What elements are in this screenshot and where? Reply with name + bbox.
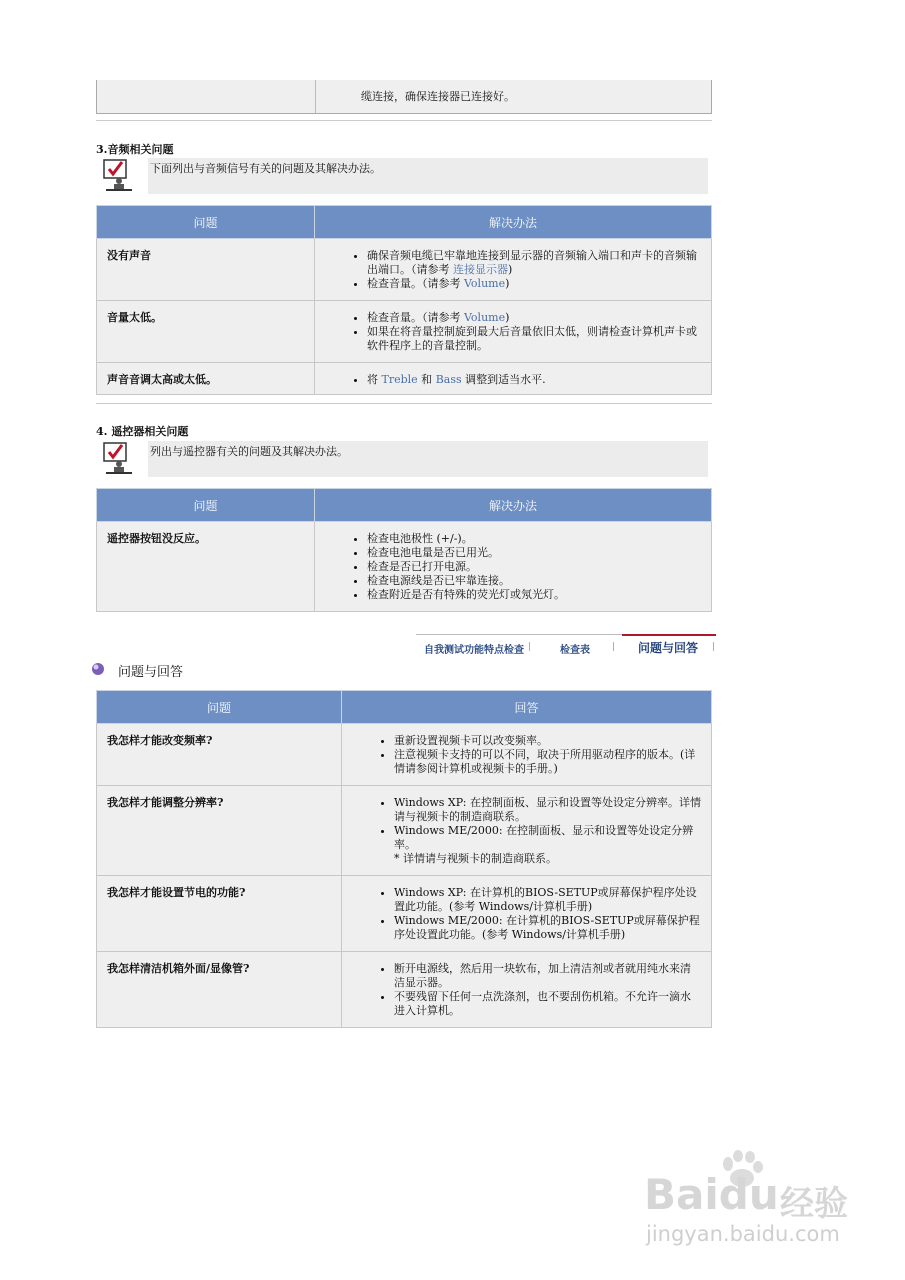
answer-cell [315,239,712,301]
baidu-watermark [642,1150,872,1250]
list-item: • 重新设置视频卡可以改变频率。 [394,734,701,748]
question-cell: 声音音调太高或太低。 [97,363,315,395]
qa-table-header [97,691,712,724]
top-fragment-divider [315,80,316,113]
question-cell: 遥控器按钮没反应。 [97,522,315,612]
volume-link[interactable]: Volume [464,311,506,324]
watermark-url: jingyan.baidu.com [646,1222,840,1246]
tab-separator: | [712,642,716,652]
tab-separator: | [528,642,532,652]
tab-self-test[interactable]: 自我测试功能特点检查 [424,645,524,656]
answer-cell [342,952,712,1028]
header-solution: 解决办法 [315,489,712,522]
list-item: • 检查附近是否有特殊的荧光灯或氖光灯。 [367,588,701,602]
list-item: • Windows XP: 在计算机的BIOS-SETUP或屏幕保护程序处设置此功能。(参考 Windows/计算机手册) [394,886,701,914]
header-solution: 解决办法 [315,206,712,239]
table-row [97,239,712,301]
answer-cell [342,786,712,876]
tab-qa[interactable]: 问题与回答 [638,641,699,655]
list-item: • Windows XP: 在控制面板、显示和设置等处设定分辨率。详情请与视频卡的制造商联系。 [394,796,701,824]
section-divider [96,120,712,121]
top-table-fragment [96,80,712,114]
question-cell: 我怎样才能调整分辨率? [97,786,342,876]
table-row [97,876,712,952]
bass-link[interactable]: Bass [435,373,462,386]
tab-bar [416,634,716,656]
list-item: • 注意视频卡支持的可以不同，取决于所用驱动程序的版本。(详情请参阅计算机或视频卡的手册。) [394,748,701,776]
connect-monitor-link[interactable]: 连接显示器 [453,263,508,276]
top-fragment-text: 缆连接，确保连接器已连接好。 [361,90,515,103]
header-question: 问题 [97,206,315,239]
table-row [97,363,712,395]
list-item: • Windows ME/2000: 在控制面板、显示和设置等处设定分辨率。 [394,824,701,852]
watermark-brand: Baidu [644,1170,779,1219]
bullet-orb-icon [91,662,105,676]
volume-link[interactable]: Volume [464,277,506,290]
remote-note-text: 列出与遥控器有关的问题及其解决办法。 [150,445,348,458]
list-item: • 检查是否已打开电源。 [367,560,701,574]
table-row [97,724,712,786]
table-row [97,522,712,612]
table-row [97,301,712,363]
list-item: • 断开电源线，然后用一块软布，加上清洁剂或者就用纯水来清洁显示器。 [394,962,701,990]
list-item: • 将 Treble 和 Bass 调整到适当水平. [367,373,701,387]
answer-cell [342,876,712,952]
question-cell: 音量太低。 [97,301,315,363]
table-row [97,952,712,1028]
section-divider [96,403,712,404]
question-cell: 我怎样才能改变频率? [97,724,342,786]
list-item: • 确保音频电缆已牢靠地连接到显示器的音频输入端口和声卡的音频输出端口。（请参考 连接显示器) [367,249,701,277]
treble-link[interactable]: Treble [381,373,418,386]
watermark-cn: 经验 [780,1184,848,1224]
answer-cell [342,724,712,786]
checklist-tip-icon [102,158,136,192]
qa-table [96,690,712,1028]
tab-checklist[interactable]: 检查表 [560,645,590,656]
audio-note-text: 下面列出与音频信号有关的问题及其解决办法。 [150,162,381,175]
list-item: • 检查电池电量是否已用光。 [367,546,701,560]
header-question: 问题 [97,691,342,724]
list-item: • Windows ME/2000: 在计算机的BIOS-SETUP或屏幕保护程序处设置此功能。(参考 Windows/计算机手册) [394,914,701,942]
header-answer: 回答 [342,691,712,724]
question-cell: 没有声音 [97,239,315,301]
checklist-tip-icon [102,441,136,475]
answer-cell [315,301,712,363]
tab-separator: | [612,642,616,652]
list-item: • 检查电池极性 (+/-)。 [367,532,701,546]
list-item: • 检查音量。（请参考 Volume) [367,311,701,325]
question-cell: 我怎样才能设置节电的功能? [97,876,342,952]
list-item: • 检查电源线是否已牢靠连接。 [367,574,701,588]
audio-note-bar [148,158,708,194]
list-item: • 检查音量。（请参考 Volume) [367,277,701,291]
audio-section-title: 3.音频相关问题 [96,143,174,156]
answer-cell [315,522,712,612]
table-row [97,786,712,876]
remote-note-bar [148,441,708,477]
footnote: * 详情请与视频卡的制造商联系。 [394,852,557,865]
remote-table [96,488,712,612]
header-question: 问题 [97,489,315,522]
audio-table [96,205,712,395]
list-item: • 不要残留下任何一点洗涤剂，也不要刮伤机箱。不允许一滴水进入计算机。 [394,990,701,1018]
audio-table-header [97,206,712,239]
remote-table-header [97,489,712,522]
question-cell: 我怎样清洁机箱外面/显像管? [97,952,342,1028]
list-item: • 如果在将音量控制旋到最大后音量依旧太低，则请检查计算机声卡或软件程序上的音量控制。 [367,325,701,353]
tab-active-marker [622,634,716,636]
answer-cell [315,363,712,395]
remote-section-title: 4. 遥控器相关问题 [96,425,189,438]
qa-section-title: 问题与回答 [118,665,184,680]
